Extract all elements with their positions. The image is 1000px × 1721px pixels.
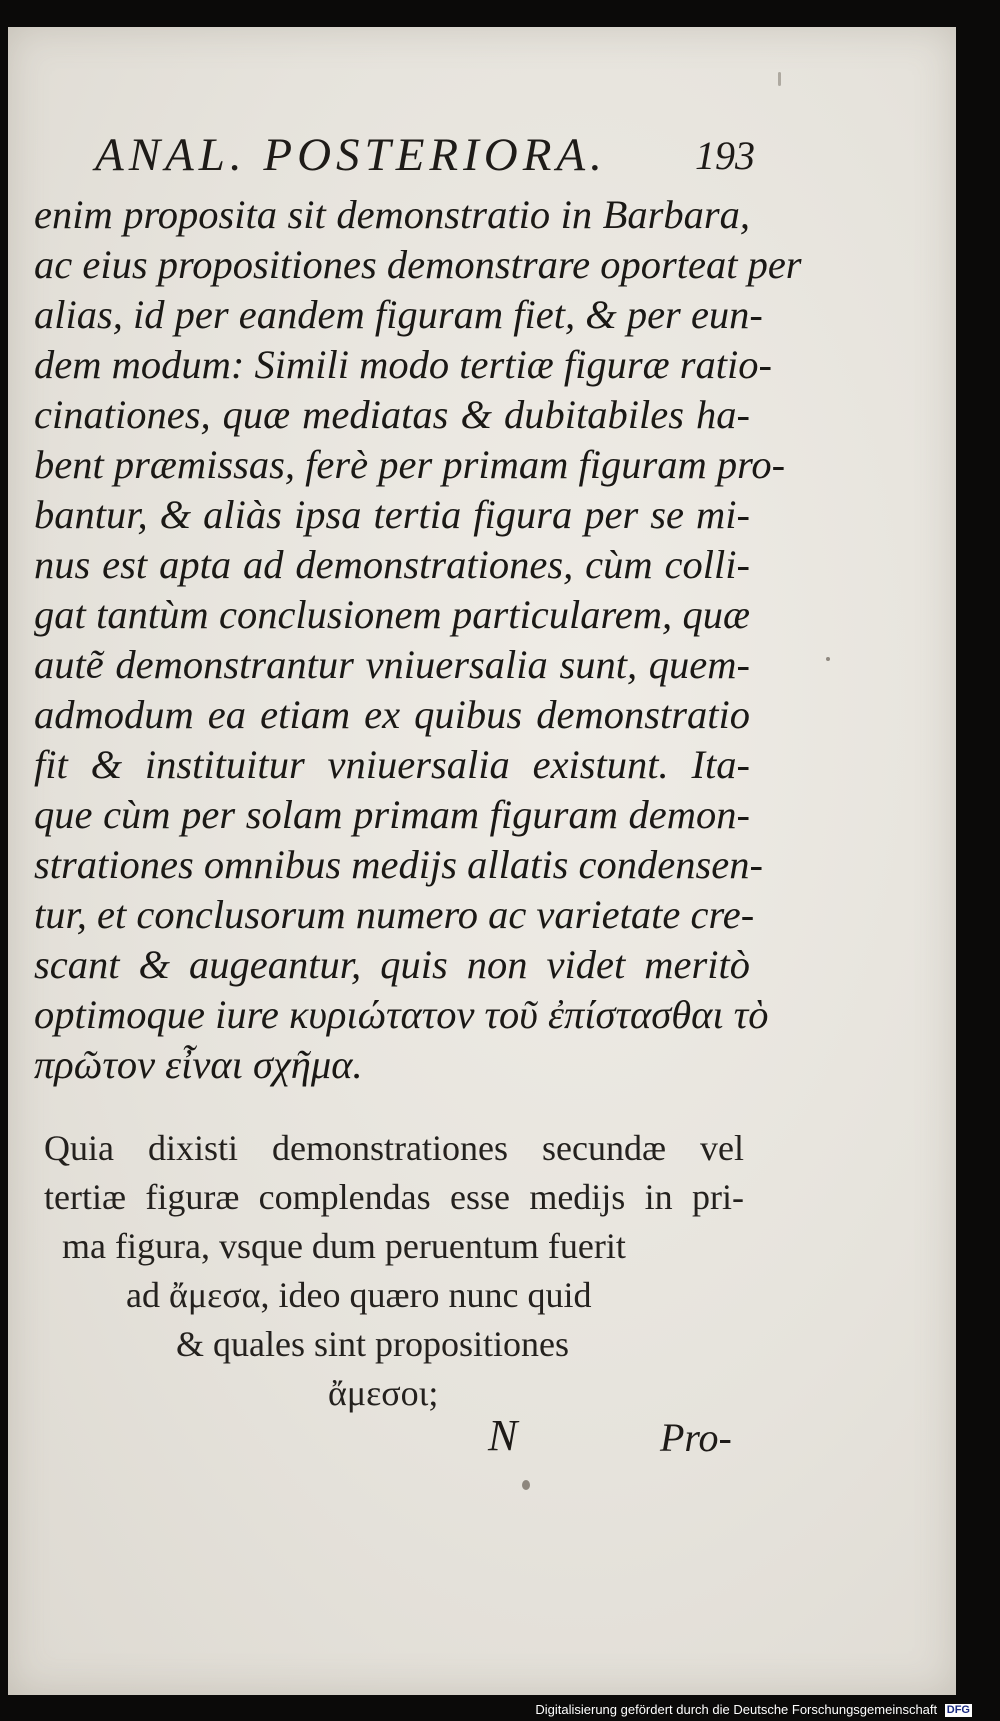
question-line: Quia dixisti demonstrationes secundæ vel	[44, 1128, 744, 1168]
question-line: tertiæ figuræ complendas esse medijs in pri-	[44, 1177, 744, 1217]
text-line: admodum ea etiam ex quibus demonstratio	[34, 692, 750, 737]
signature-mark: N	[488, 1411, 518, 1460]
text-line: que cùm per solam primam figuram demon-	[34, 792, 750, 837]
question-line: ma figura, vsque dum peruentum fuerit	[62, 1226, 626, 1266]
text-line: alias, id per eandem figuram fiet, & per eun-	[34, 292, 763, 337]
text-line: optimoque iure κυριώτατον τοῦ ἐπίστασθαι τὸ	[34, 992, 769, 1037]
question-paragraph	[44, 1124, 744, 1418]
digitization-credit	[535, 1702, 972, 1718]
text-line: autẽ demonstrantur vniuersalia sunt, quem-	[34, 642, 750, 687]
question-line: ad ἄμεσα, ideo quæro nunc quid	[126, 1275, 592, 1315]
text-line: scant & augeantur, quis non videt meritò	[34, 942, 750, 987]
text-line: gat tantùm conclusionem particularem, quæ	[34, 592, 750, 637]
question-line: ἄμεσοι;	[328, 1373, 439, 1413]
catchword: Pro-	[660, 1415, 732, 1460]
text-line: bantur, & aliàs ipsa tertia figura per se mi-	[34, 492, 750, 537]
page-number: 193	[695, 133, 755, 178]
text-line: enim proposita sit demonstratio in Barbara,	[34, 192, 750, 237]
dfg-logo: DFG	[946, 1704, 970, 1717]
text-line: tur, et conclusorum numero ac varietate cre-	[34, 892, 755, 937]
text-line: bent præmissas, ferè per primam figuram pro-	[34, 442, 786, 487]
text-line: ac eius propositiones demonstrare oporteat per	[34, 242, 802, 287]
text-line: fit & instituitur vniuersalia existunt. Ita-	[34, 742, 750, 787]
ink-speck	[826, 657, 830, 661]
italic-paragraph	[34, 190, 802, 1090]
ink-stain	[522, 1480, 530, 1490]
page-header	[95, 116, 755, 186]
text-line: cinationes, quæ mediatas & dubitabiles ha-	[34, 392, 750, 437]
credit-text: Digitalisierung gefördert durch die Deutsche Forschungsgemeinschaft	[535, 1702, 938, 1717]
running-head: ANAL. POSTERIORA.	[95, 129, 607, 181]
question-line: & quales sint propositiones	[176, 1324, 569, 1364]
text-line: strationes omnibus medijs allatis condensen-	[34, 842, 763, 887]
text-line: dem modum: Simili modo tertiæ figuræ ratio-	[34, 342, 772, 387]
text-line: πρῶτον εἶναι σχῆμα.	[34, 1042, 363, 1087]
text-line: nus est apta ad demonstrationes, cùm colli-	[34, 542, 750, 587]
ink-speck	[778, 72, 781, 86]
